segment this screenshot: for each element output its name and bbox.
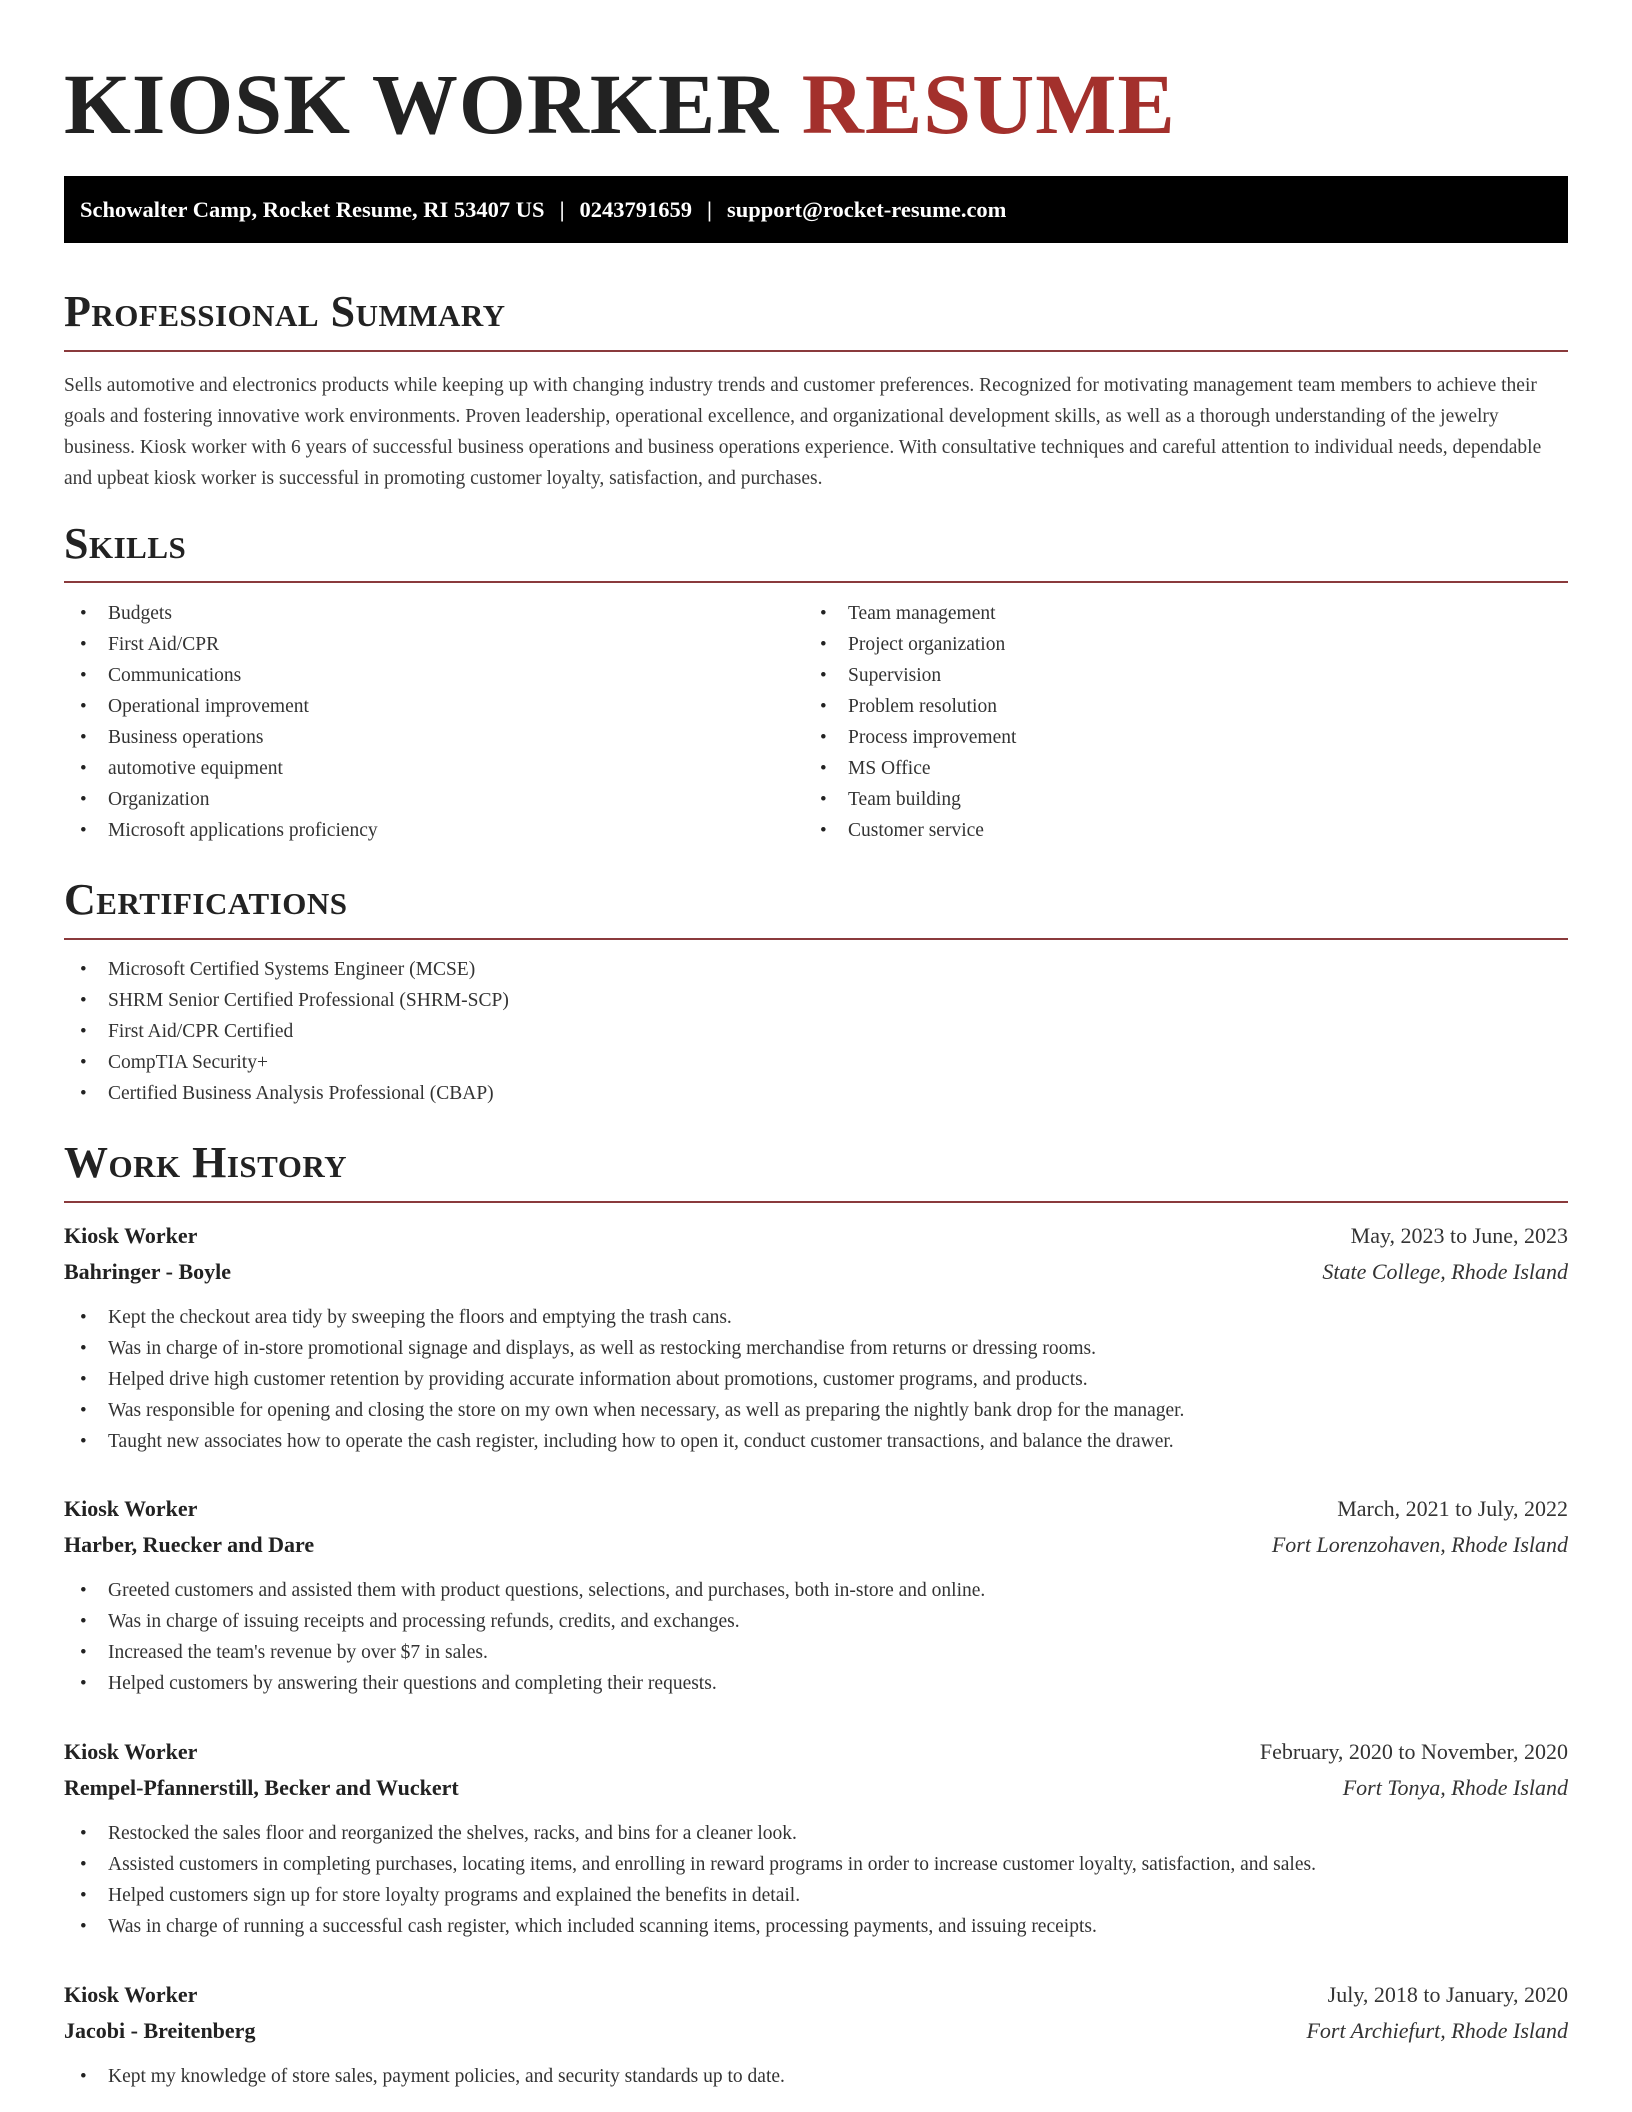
- resume-title: [64, 56, 1176, 152]
- skill-item: • Microsoft applications proficiency: [64, 815, 378, 846]
- job-dates: March, 2021 to July, 2022: [1337, 1496, 1568, 1521]
- certification-item: • First Aid/CPR Certified: [64, 1016, 509, 1047]
- job-duty-item: • Kept the checkout area tidy by sweeping the floors and emptying the trash cans.: [64, 1302, 1568, 1333]
- job-dates: May, 2023 to June, 2023: [1350, 1223, 1568, 1248]
- skills-heading: Skills: [64, 519, 187, 568]
- job-location: Fort Archiefurt, Rhode Island: [1306, 2018, 1568, 2043]
- contact-separator: |: [707, 196, 712, 222]
- job-location: State College, Rhode Island: [1322, 1259, 1568, 1284]
- job-duty-item: • Was in charge of in-store promotional signage and displays, as well as restocking merchandise from returns or dressing rooms.: [64, 1333, 1568, 1364]
- contact-email: support@rocket-resume.com: [727, 196, 1007, 222]
- job-duty-item: • Increased the team's revenue by over $7 in sales.: [64, 1637, 1568, 1668]
- job-dates: February, 2020 to November, 2020: [1259, 1739, 1568, 1764]
- job-header-row: [64, 1977, 1568, 2013]
- job-duty-item: • Was responsible for opening and closing the store on my own when necessary, as well as preparing the nightly bank drop for the manager.: [64, 1395, 1568, 1426]
- skill-item: • Problem resolution: [804, 691, 1016, 722]
- skill-item: • First Aid/CPR: [64, 629, 378, 660]
- job-duty-item: • Helped customers sign up for store loyalty programs and explained the benefits in detail.: [64, 1880, 1568, 1911]
- job-company: Harber, Ruecker and Dare: [64, 1532, 315, 1557]
- certification-item: • CompTIA Security+: [64, 1047, 509, 1078]
- job-company: Jacobi - Breitenberg: [64, 2018, 256, 2043]
- job-duties-list: [64, 1818, 1568, 1942]
- job-title: Kiosk Worker: [64, 1496, 198, 1521]
- skill-item: • Team management: [804, 598, 1016, 629]
- job-duty-item: • Restocked the sales floor and reorganized the shelves, racks, and bins for a cleaner look.: [64, 1818, 1568, 1849]
- job-duty-item: • Taught new associates how to operate the cash register, including how to open it, conduct customer transactions, and balance the drawer.: [64, 1426, 1568, 1457]
- skills-list-right: [804, 598, 1016, 846]
- job-entry: [64, 1977, 1568, 2092]
- job-duty-item: • Helped customers by answering their questions and completing their requests.: [64, 1668, 1568, 1699]
- skill-item: • Customer service: [804, 815, 1016, 846]
- job-location: Fort Lorenzohaven, Rhode Island: [1271, 1532, 1568, 1557]
- certifications-list: [64, 954, 509, 1109]
- skill-item: • Budgets: [64, 598, 378, 629]
- job-duty-item: • Greeted customers and assisted them with product questions, selections, and purchases, both in-store and online.: [64, 1575, 1568, 1606]
- contact-bar: [64, 176, 1568, 243]
- skills-list-left: [64, 598, 378, 846]
- job-company-row: [64, 1770, 1568, 1806]
- certifications-heading: Certifications: [64, 875, 348, 924]
- skill-item: • Business operations: [64, 722, 378, 753]
- job-company: Rempel-Pfannerstill, Becker and Wuckert: [64, 1775, 459, 1800]
- certifications-divider: [64, 938, 1568, 940]
- job-company-row: [64, 1254, 1568, 1290]
- certification-item: • Microsoft Certified Systems Engineer (MCSE): [64, 954, 509, 985]
- title-accent: RESUME: [801, 56, 1176, 152]
- summary-text: Sells automotive and electronics products while keeping up with changing industry trends and customer preferences. Recognized for motivating management team members to achieve their goals and fostering innovative work environments. Proven leadership, operational excellence, and organizational development skills, as well as a thorough understanding of the jewelry business. Kiosk worker with 6 years of successful business operations and business operations experience. With consultative techniques and careful attention to individual needs, dependable and upbeat kiosk worker is successful in promoting customer loyalty, satisfaction, and purchases.: [64, 375, 1542, 489]
- job-duty-item: • Kept my knowledge of store sales, payment policies, and security standards up to date.: [64, 2061, 1568, 2092]
- job-title: Kiosk Worker: [64, 1982, 198, 2007]
- work-divider: [64, 1201, 1568, 1203]
- skill-item: • Organization: [64, 784, 378, 815]
- job-company-row: [64, 1527, 1568, 1563]
- skill-item: • Communications: [64, 660, 378, 691]
- job-duties-list: [64, 1575, 1568, 1699]
- contact-separator: |: [559, 196, 565, 222]
- job-dates: July, 2018 to January, 2020: [1327, 1982, 1568, 2007]
- job-company-row: [64, 2013, 1568, 2049]
- certification-item: • SHRM Senior Certified Professional (SHRM-SCP): [64, 985, 509, 1016]
- title-main: KIOSK WORKER: [64, 56, 780, 152]
- job-duties-list: [64, 2061, 1568, 2092]
- skill-item: • Team building: [804, 784, 1016, 815]
- job-entry: [64, 1491, 1568, 1699]
- job-header-row: [64, 1491, 1568, 1527]
- job-header-row: [64, 1218, 1568, 1254]
- job-duty-item: • Assisted customers in completing purchases, locating items, and enrolling in reward programs in order to increase customer loyalty, satisfaction, and sales.: [64, 1849, 1568, 1880]
- job-location: Fort Tonya, Rhode Island: [1342, 1775, 1568, 1800]
- summary-divider: [64, 350, 1568, 352]
- job-company: Bahringer - Boyle: [64, 1259, 232, 1284]
- job-title: Kiosk Worker: [64, 1739, 198, 1764]
- job-duties-list: [64, 1302, 1568, 1457]
- job-duty-item: • Helped drive high customer retention by providing accurate information about promotions, customer programs, and products.: [64, 1364, 1568, 1395]
- work-heading: Work History: [64, 1138, 348, 1187]
- job-header-row: [64, 1734, 1568, 1770]
- certification-item: • Certified Business Analysis Professional (CBAP): [64, 1078, 509, 1109]
- contact-phone: 0243791659: [579, 196, 693, 222]
- skill-item: • Project organization: [804, 629, 1016, 660]
- job-entry: [64, 1734, 1568, 1942]
- contact-address: Schowalter Camp, Rocket Resume, RI 53407 US: [80, 196, 545, 222]
- job-entry: [64, 1218, 1568, 1457]
- skill-item: • automotive equipment: [64, 753, 378, 784]
- job-duty-item: • Was in charge of issuing receipts and processing refunds, credits, and exchanges.: [64, 1606, 1568, 1637]
- skills-divider: [64, 581, 1568, 583]
- job-duty-item: • Was in charge of running a successful cash register, which included scanning items, processing payments, and issuing receipts.: [64, 1911, 1568, 1942]
- job-title: Kiosk Worker: [64, 1223, 198, 1248]
- skill-item: • Operational improvement: [64, 691, 378, 722]
- summary-heading: Professional Summary: [64, 287, 506, 336]
- skill-item: • Supervision: [804, 660, 1016, 691]
- skill-item: • Process improvement: [804, 722, 1016, 753]
- skill-item: • MS Office: [804, 753, 1016, 784]
